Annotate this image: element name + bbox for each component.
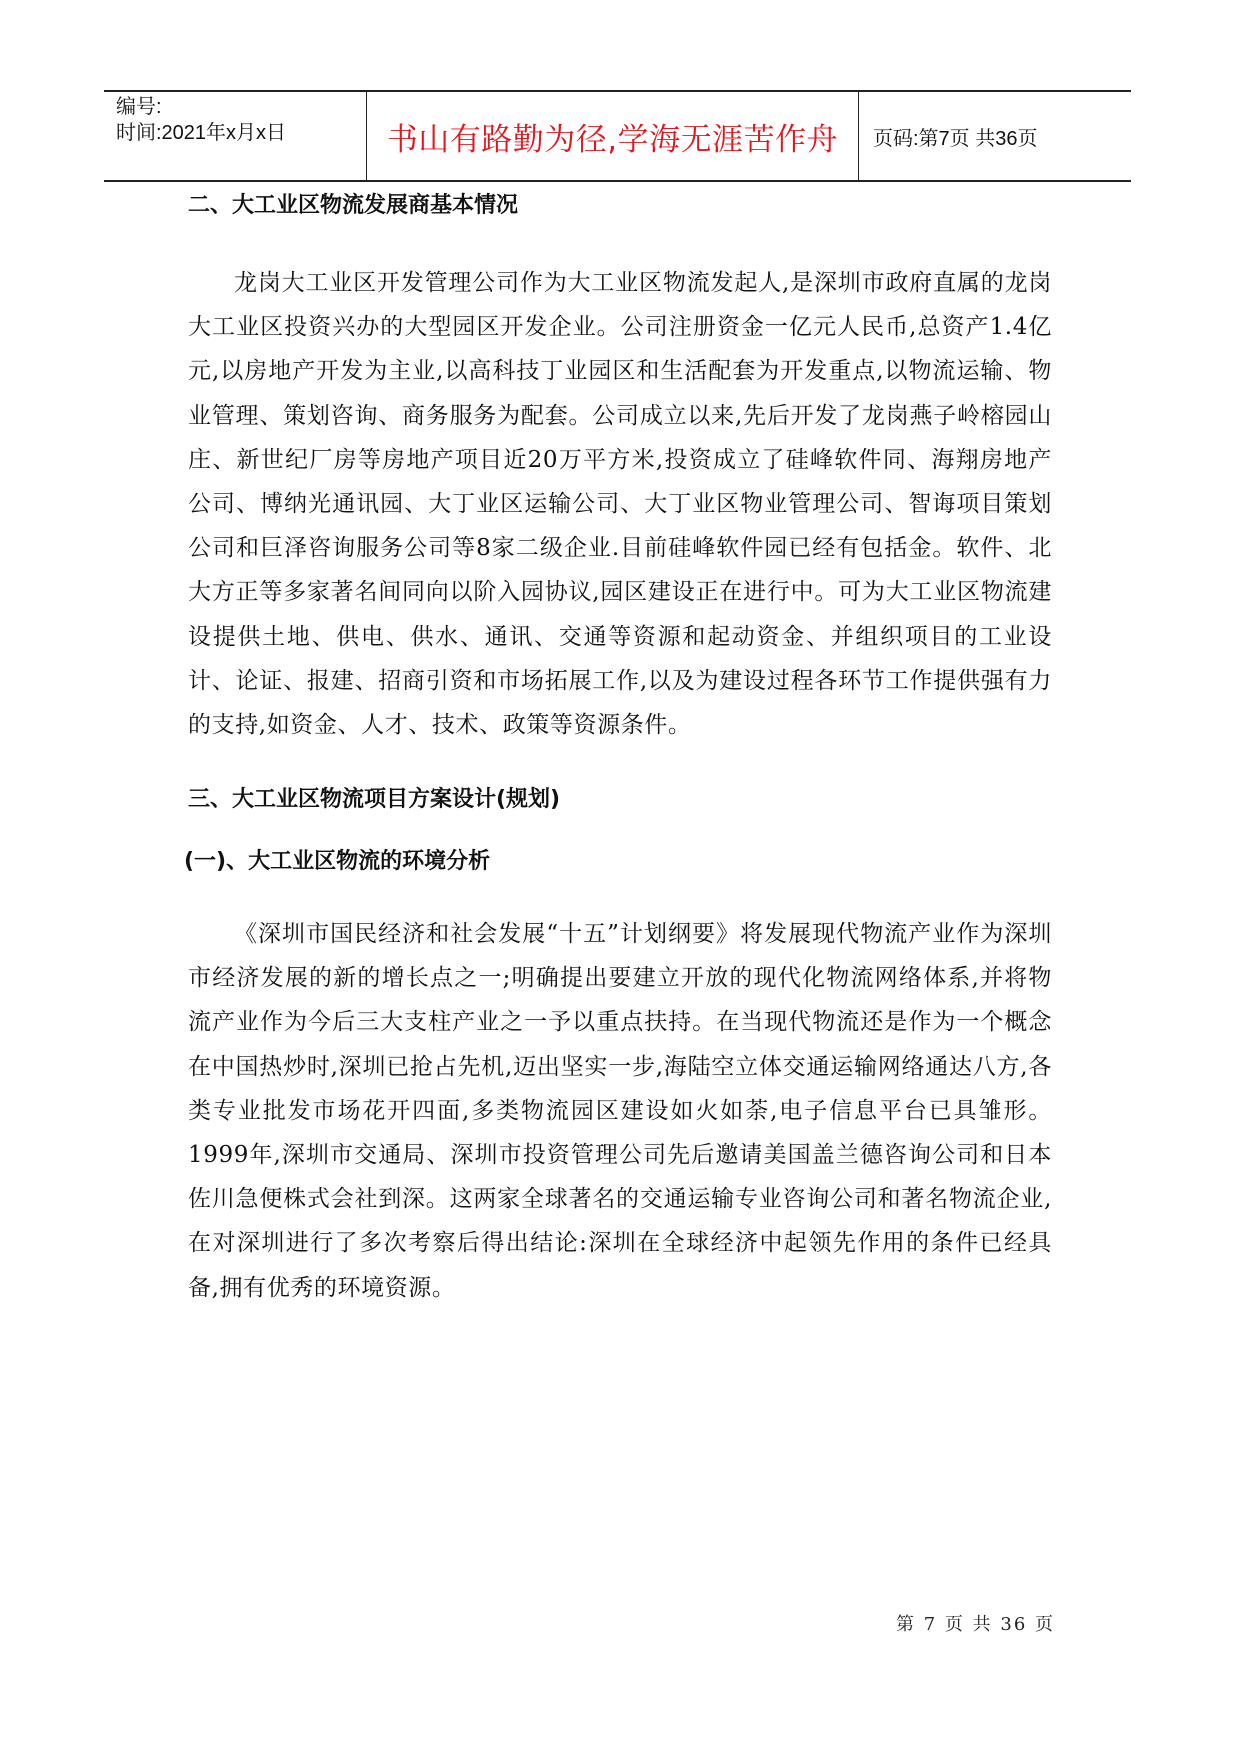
header-motto-cell: [367, 92, 859, 180]
section-3-heading: 三、大工业区物流项目方案设计(规划): [188, 787, 561, 812]
header-page-cell: [859, 92, 1131, 180]
header-meta-cell: [104, 92, 367, 180]
document-time-label: 时间:2021年x月x日: [116, 122, 287, 144]
subsection-1-heading: (一)、大工业区物流的环境分析: [184, 849, 491, 874]
document-number-label: 编号:: [116, 96, 162, 118]
subsection-1-paragraph: 《深圳市国民经济和社会发展“十五”计划纲要》将发展现代物流产业作为深圳市经济发展的新的增长点之一;明确提出要建立开放的现代化物流网络体系,并将物流产业作为今后三大支柱产业之一予以重点扶持。在当现代物流还是作为一个概念在中国热炒时,深圳已抢占先机,迈出坚实一步,海陆空立体交通运输网络通达八方,各类专业批发市场花开四面,多类物流园区建设如火如荼,电子信息平台已具雏形。1999年,深圳市交通局、深圳市投资管理公司先后邀请美国盖兰德咨询公司和日本佐川急便株式会社到深。这两家全球著名的交通运输专业咨询公司和著名物流企业,在对深圳进行了多次考察后得出结论:深圳在全球经济中起领先作用的条件已经具备,拥有优秀的环境资源。: [188, 921, 1052, 1301]
header-motto: 书山有路勤为径,学海无涯苦作舟: [386, 121, 839, 158]
page-footer: 第 7 页 共 36 页: [896, 1614, 1055, 1635]
header-page-number: 页码:第7页 共36页: [873, 127, 1038, 150]
section-2-paragraph: 龙岗大工业区开发管理公司作为大工业区物流发起人,是深圳市政府直属的龙岗大工业区投资兴办的大型园区开发企业。公司注册资金一亿元人民币,总资产1.4亿元,以房地产开发为主业,以高科技丁业园区和生活配套为开发重点,以物流运输、物业管理、策划咨询、商务服务为配套。公司成立以来,先后开发了龙岗燕子岭榕园山庄、新世纪厂房等房地产项目近20万平方米,投资成立了硅峰软件同、海翔房地产公司、博纳光通讯园、大丁业区运输公司、大丁业区物业管理公司、智诲项目策划公司和巨泽咨询服务公司等8家二级企业.目前硅峰软件园已经有包括金。软件、北大方正等多家著名间同向以阶入园协议,园区建设正在进行中。可为大工业区物流建设提供土地、供电、供水、通讯、交通等资源和起动资金、并组织项目的工业设计、论证、报建、招商引资和市场拓展工作,以及为建设过程各环节工作提供强有力的支持,如资金、人才、技术、政策等资源条件。: [188, 270, 1052, 739]
page-header: [104, 90, 1131, 182]
section-2-heading: 二、大工业区物流发展商基本情况: [188, 193, 519, 218]
